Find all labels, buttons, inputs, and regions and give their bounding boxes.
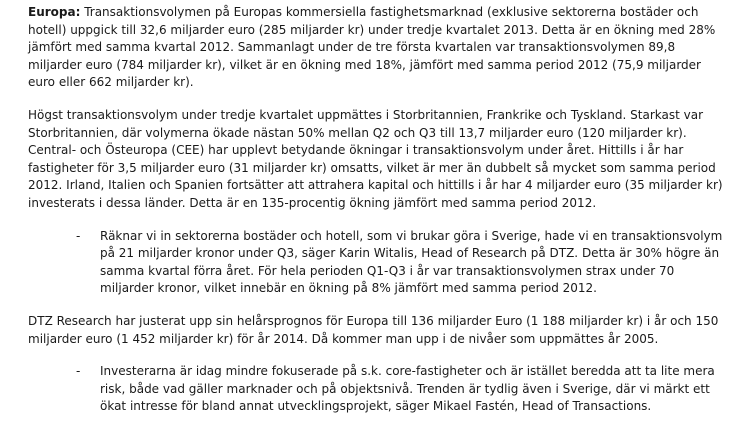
paragraph-forecast: DTZ Research har justerat upp sin helårsprognos för Europa till 136 miljarder Euro (1 188 miljarder kr) i år och 150 miljarder euro (1 452 miljarder kr) för år 2014. Då kommer man upp i de nivåer som uppmättes år 2005. — [28, 313, 719, 346]
quote-bullet-witalis — [28, 228, 728, 298]
paragraph-transaction-volume: Högst transaktionsvolym under tredje kvartalet uppmättes i Storbritannien, Frankrike och Tyskland. Starkast var Storbritannien, där volymerna ökade nästan 50% mellan Q2 och Q3 till 13,7 miljarder euro (120 miljarder kr). Central- och Östeuropa (CEE) har upplevt betydande ökningar i transaktionsvolym under året. Hittills i år har fastigheter för 3,5 miljarder euro (31 miljarder kr) omsatts, vilket är mer än dubbelt så mycket som samma period 2012. Irland, Italien och Spanien fortsätter att attrahera kapital och hittills i år har 4 miljarder euro (35 miljarder kr) investerats i dessa länder. Detta är en 135-procentig ökning jämfört med samma period 2012. — [28, 107, 723, 210]
paragraph-lead: Europa: — [28, 5, 81, 19]
paragraph-text: Transaktionsvolymen på Europas kommersiella fastighetsmarknad (exklusive sektorerna bostäder och hotell) uppgick till 32,6 miljarder euro (285 miljarder kr) under tredje kvartalet 2013. Detta är en ökning med 28% jämfört med samma kvartal 2012. Sammanlagt under de tre första kvartalen var transaktionsvolymen 89,8 miljarder euro (784 miljarder kr), vilket är en ökning med 18%, jämfört med samma period 2012 (75,9 miljarder euro eller 662 miljarder kr). — [28, 5, 716, 90]
bullet-text: Räknar vi in sektorerna bostäder och hotell, som vi brukar göra i Sverige, hade vi en transaktionsvolym på 21 miljarder kronor under Q3, säger Karin Witalis, Head of Research på DTZ. Detta är 30% högre än samma kvartal förra året. För hela perioden Q1-Q3 i år var transaktionsvolymen strax under 70 miljarder kronor, vilket innebär en ökning på 8% jämfört med samma period 2012. — [100, 228, 723, 296]
bullet-dash: - — [76, 364, 81, 379]
bullet-dash: - — [76, 228, 81, 243]
quote-bullet-fasten — [28, 363, 728, 416]
paragraph-europa — [28, 4, 728, 92]
document-body — [28, 4, 728, 431]
bullet-text: Investerarna är idag mindre fokuserade på s.k. core-fastigheter och är istället beredda att ta lite mera risk, både vad gäller marknader och på objektsnivå. Trenden är tydlig även i Sverige, där vi märkt ett ökat intresse för bland annat utvecklingsprojekt, säger Mikael Fastén, Head of Transactions. — [100, 364, 715, 414]
